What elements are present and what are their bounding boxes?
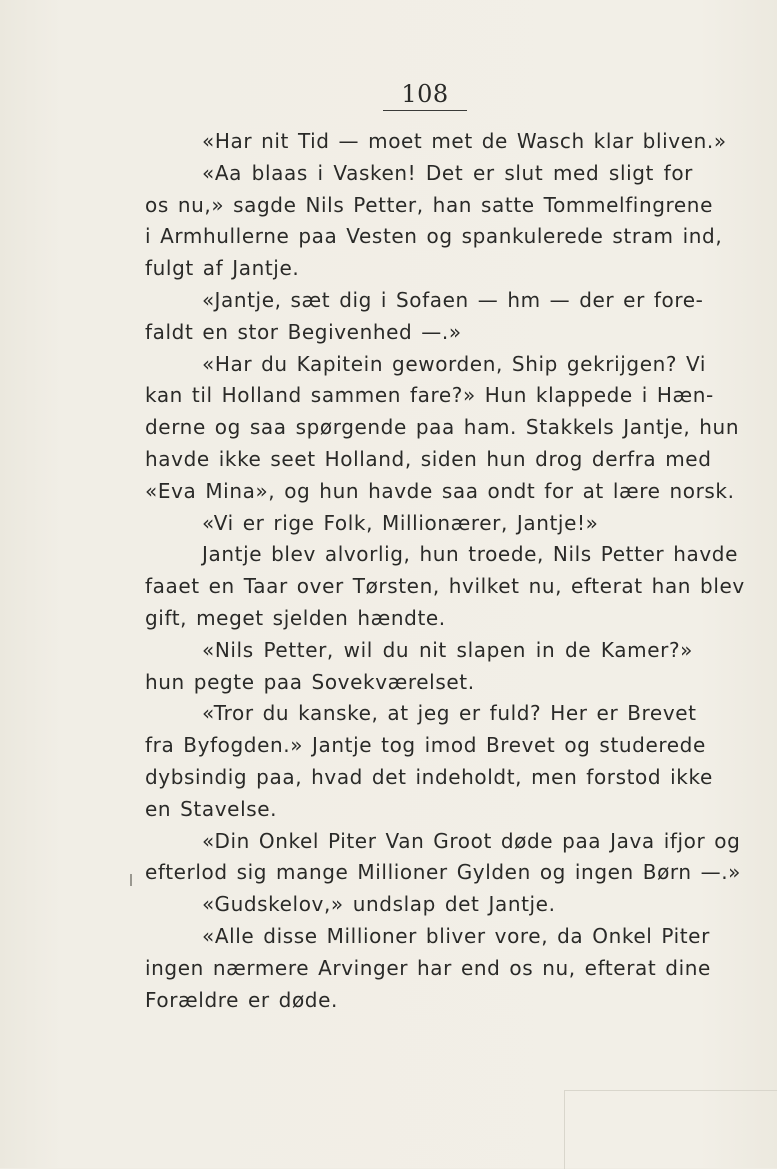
text-line: Forældre er døde.: [145, 987, 338, 1012]
text-line: «Din Onkel Piter Van Groot døde paa Java ifjor og: [202, 828, 741, 853]
text-line: «Tror du kanske, at jeg er fuld? Her er Brevet: [202, 701, 697, 726]
text-line: «Alle disse Millioner bliver vore, da Onkel Piter: [202, 923, 710, 948]
text-line: «Nils Petter, wil du nit slapen in de Kamer?»: [202, 637, 693, 662]
page-number: 108: [401, 80, 449, 108]
text-line: os nu,» sagde Nils Petter, han satte Tommelfingrene: [145, 192, 713, 217]
text-line: dybsindig paa, hvad det indeholdt, men forstod ikke: [145, 764, 713, 789]
text-line: en Stavelse.: [145, 796, 278, 821]
text-line: «Aa blaas i Vasken! Det er slut med sligt for: [202, 160, 693, 185]
text-line: derne og saa spørgende paa ham. Stakkels Jantje, hun: [145, 415, 740, 440]
text-line: efterlod sig mange Millioner Gylden og ingen Børn —.»: [145, 860, 742, 885]
text-line: kan til Holland sammen fare?» Hun klappede i Hæn-: [145, 383, 714, 408]
margin-mark: [130, 874, 132, 886]
page-number-rule: [383, 110, 467, 111]
text-line: «Vi er rige Folk, Millionærer, Jantje!»: [202, 510, 599, 535]
body-text: [145, 126, 745, 1016]
text-line: havde ikke seet Holland, siden hun drog derfra med: [145, 446, 712, 471]
text-line: «Har du Kapitein geworden, Ship gekrijgen? Vi: [202, 351, 707, 376]
text-line: «Har nit Tid — moet met de Wasch klar bliven.»: [202, 129, 727, 153]
text-line: fra Byfogden.» Jantje tog imod Brevet og studerede: [145, 733, 706, 758]
page-edge-outline: [564, 1090, 777, 1169]
text-line: «Jantje, sæt dig i Sofaen — hm — der er fore-: [202, 287, 704, 312]
text-line: «Eva Mina», og hun havde saa ondt for at lære norsk.: [145, 478, 735, 503]
text-line: faldt en stor Begivenhed —.»: [145, 319, 462, 344]
text-line: gift, meget sjelden hændte.: [145, 605, 446, 630]
text-line: i Armhullerne paa Vesten og spankulerede stram ind,: [145, 224, 723, 249]
text-line: «Gudskelov,» undslap det Jantje.: [202, 892, 556, 917]
text-line: fulgt af Jantje.: [145, 256, 300, 281]
text-line: Jantje blev alvorlig, hun troede, Nils Petter havde: [202, 542, 738, 567]
text-line: ingen nærmere Arvinger har end os nu, efterat dine: [145, 955, 711, 980]
text-line: hun pegte paa Sovekværelset.: [145, 669, 475, 694]
text-line: faaet en Taar over Tørsten, hvilket nu, efterat han blev: [145, 574, 745, 599]
